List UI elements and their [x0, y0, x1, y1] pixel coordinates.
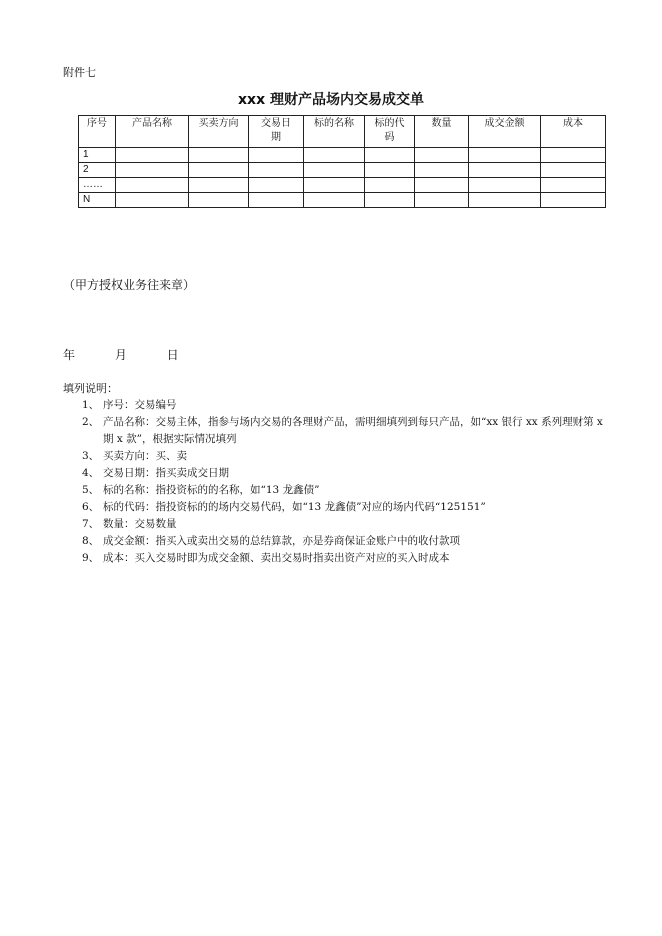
list-item: [82, 397, 612, 414]
table-cell: [116, 163, 189, 178]
table-cell: [116, 178, 189, 193]
date-month-label: 月: [114, 348, 127, 362]
header-target-name: 标的名称: [304, 116, 365, 148]
notes-list: [82, 397, 612, 567]
table-cell: [365, 178, 415, 193]
table-row: [79, 163, 606, 178]
table-cell: [116, 193, 189, 208]
note-text: 标的名称：指投资标的的名称，如“13 龙鑫债”: [103, 484, 320, 496]
table-cell: [415, 193, 469, 208]
row-seq: 2: [79, 163, 116, 178]
note-number: 8、: [82, 535, 100, 547]
table-cell: [304, 178, 365, 193]
table-row: [79, 193, 606, 208]
list-item: [82, 516, 612, 533]
note-text: 成本：买入交易时即为成交金额、卖出交易时指卖出资产对应的买入时成本: [103, 552, 450, 564]
note-text: 产品名称：交易主体，指参与场内交易的各理财产品，需明细填列到每只产品，如“xx 银行 xx 系列理财第 x 期 x 款”，根据实际情况填列: [103, 416, 603, 445]
table-row: [79, 178, 606, 193]
trade-table: [78, 115, 606, 208]
seal-text: （甲方授权业务往来章）: [63, 278, 196, 292]
table-cell: [541, 148, 606, 163]
table-cell: [469, 163, 541, 178]
table-cell: [189, 178, 249, 193]
table-cell: [469, 178, 541, 193]
table-cell: [365, 193, 415, 208]
header-cost: 成本: [541, 116, 606, 148]
row-seq: N: [79, 193, 116, 208]
note-number: 2、: [82, 416, 100, 428]
table-cell: [469, 193, 541, 208]
list-item: [82, 533, 612, 550]
note-number: 7、: [82, 518, 100, 530]
table-cell: [365, 148, 415, 163]
note-number: 5、: [82, 484, 100, 496]
table-cell: [541, 193, 606, 208]
table-cell: [189, 148, 249, 163]
header-amount: 成交金额: [469, 116, 541, 148]
note-text: 标的代码：指投资标的的场内交易代码，如“13 龙鑫债”对应的场内代码“125151”: [103, 501, 486, 513]
table-cell: [415, 148, 469, 163]
table-cell: [541, 163, 606, 178]
date-year-label: 年: [63, 348, 76, 362]
list-item: [82, 414, 612, 448]
table-header-row: [79, 116, 606, 148]
table-cell: [189, 193, 249, 208]
list-item: [82, 482, 612, 499]
header-trade-date: 交易日期: [249, 116, 304, 148]
header-direction: 买卖方向: [189, 116, 249, 148]
table-cell: [469, 148, 541, 163]
note-text: 成交金额：指买入或卖出交易的总结算款，亦是券商保证金账户中的收付款项: [103, 535, 460, 547]
row-seq: ……: [79, 178, 116, 193]
header-quantity: 数量: [415, 116, 469, 148]
note-text: 序号：交易编号: [103, 399, 177, 411]
list-item: [82, 448, 612, 465]
table-cell: [189, 163, 249, 178]
header-product-name: 产品名称: [116, 116, 189, 148]
table-cell: [249, 163, 304, 178]
table-cell: [116, 148, 189, 163]
note-number: 6、: [82, 501, 100, 513]
notes-title: 填列说明：: [63, 382, 118, 395]
date-day-label: 日: [166, 348, 179, 362]
date-line: [63, 346, 179, 363]
attachment-label: 附件七: [63, 66, 96, 79]
note-text: 数量：交易数量: [103, 518, 177, 530]
list-item: [82, 550, 612, 567]
header-seq: 序号: [79, 116, 116, 148]
note-number: 9、: [82, 552, 100, 564]
note-number: 1、: [82, 399, 100, 411]
document-title: xxx 理财产品场内交易成交单: [238, 92, 424, 108]
table-row: [79, 148, 606, 163]
note-number: 3、: [82, 450, 100, 462]
header-target-code: 标的代码: [365, 116, 415, 148]
note-text: 买卖方向：买、卖: [103, 450, 187, 462]
table-cell: [541, 178, 606, 193]
table-cell: [249, 148, 304, 163]
table-cell: [249, 178, 304, 193]
note-text: 交易日期：指买卖成交日期: [103, 467, 229, 479]
list-item: [82, 465, 612, 482]
table-cell: [304, 193, 365, 208]
table-cell: [415, 163, 469, 178]
table-cell: [304, 148, 365, 163]
note-number: 4、: [82, 467, 100, 479]
table-cell: [415, 178, 469, 193]
table-cell: [304, 163, 365, 178]
list-item: [82, 499, 612, 516]
row-seq: 1: [79, 148, 116, 163]
table-cell: [365, 163, 415, 178]
table-cell: [249, 193, 304, 208]
